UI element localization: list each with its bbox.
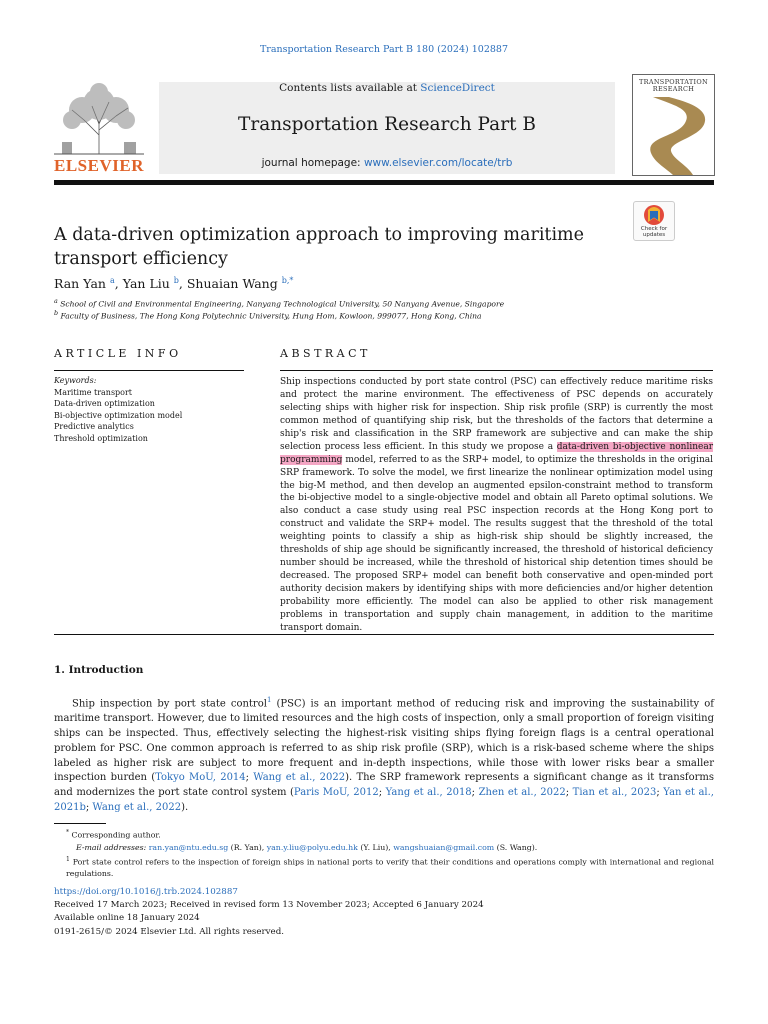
abstract-heading: ABSTRACT: [280, 347, 371, 360]
journal-homepage: [159, 157, 615, 169]
check-updates-label: Check for updates: [640, 226, 668, 238]
citation-link[interactable]: Paris MoU, 2012: [293, 787, 379, 799]
corresponding-author-note: [54, 827, 714, 842]
journal-citation-link[interactable]: Transportation Research Part B 180 (2024) 102887: [259, 44, 509, 55]
elsevier-wordmark: ELSEVIER: [54, 156, 144, 175]
email-link[interactable]: yan.y.liu@polyu.edu.hk: [266, 842, 358, 852]
abstract-text-end: model, referred to as the SRP+ model, to optimize the thresholds in the original SRP framework. To solve the model, we first linearize the nonlinear optimization model using the big-M method, and then develop an augmented epsilon-constraint method to transform the bi-objective model to a single-objective model and obtain all Pareto optimal solutions. We also conduct a case study using real PSC inspection records at the Hong Kong port to construct and validate the SRP+ model. The results suggest that the threshold of the total weighting points to classify a ship as high-risk ship should be slightly increased, the thresholds of ship age should be significantly increased, the threshold of historical deficiency number should be increased, while the threshold of historical ship detention times should be decreased. The proposed SRP+ model can benefit both conservative and open-minded port authority decision makers by identifying ships with more deficiencies and/or higher detention probability more efficiently. The model can also be applied to other risk management problems in transportation and supply chain management, in addition to the maritime transport domain.: [280, 454, 713, 633]
keyword-item: Threshold optimization: [54, 433, 148, 443]
email-owner: (S. Wang).: [494, 842, 538, 852]
abstract-text: [280, 376, 713, 635]
keyword-item: Predictive analytics: [54, 422, 134, 431]
contents-line: [159, 82, 615, 94]
email-owner: (R. Yan),: [228, 842, 267, 852]
homepage-link[interactable]: www.elsevier.com/locate/trb: [363, 157, 513, 169]
keywords-label: Keywords:: [54, 376, 97, 385]
citation-separator: ;: [656, 787, 664, 799]
author-name: Ran Yan: [54, 276, 106, 292]
abstract-text-start: Ship inspections conducted by port state control (PSC) can effectively reduce maritime risks and protect the marine environment. The effectiveness of PSC depends on accurately selecting ships with higher risk for inspection. Ship risk profile (SRP) is currently the most common method of quantifying ship risk, but the thresholds of the factors that determine a ship's risk and classification in the SRP framework are subjective and can make the ship selection process less efficient. In this study we propose a: [280, 377, 713, 452]
citation-link[interactable]: Tian et al., 2023: [572, 787, 657, 799]
author-name: Yan Liu: [122, 276, 170, 292]
intro-text: ).: [181, 801, 189, 813]
affiliation-mark: a: [54, 298, 58, 305]
affiliation-text: School of Civil and Environmental Engineering, Nanyang Technological University, 50 Nanyang Avenue, Singapore: [60, 299, 505, 309]
citation-link[interactable]: Wang et al., 2022: [92, 801, 182, 813]
journal-cover-image: [632, 74, 715, 176]
citation-link[interactable]: Yang et al., 2018: [385, 787, 472, 799]
keyword-item: Bi-objective optimization model: [54, 410, 183, 420]
cover-title-line-2: RESEARCH: [652, 85, 695, 93]
intro-text: ). The SRP framework represents a significant change as it transforms and modernizes the port state control system (: [54, 772, 714, 799]
citation-separator: ;: [245, 772, 254, 784]
author-affiliation-mark[interactable]: a: [109, 276, 115, 285]
footnotes-block: [54, 827, 714, 880]
email-link[interactable]: ran.yan@ntu.edu.sg: [148, 842, 229, 852]
citation-link[interactable]: Zhen et al., 2022: [478, 787, 566, 799]
affiliation-a: [54, 298, 504, 309]
keywords-block: [54, 375, 244, 444]
abstract-bottom-rule: [54, 634, 714, 635]
citation-link[interactable]: Tokyo MoU, 2014: [155, 772, 246, 784]
citation-separator: ;: [471, 787, 479, 799]
homepage-prefix: journal homepage:: [261, 157, 364, 169]
email-link[interactable]: wangshuaian@gmail.com: [393, 842, 495, 852]
affiliation-b: [54, 310, 482, 321]
article-title: A data-driven optimization approach to improving maritime transport efficiency: [54, 225, 584, 269]
available-online: Available online 18 January 2024: [54, 913, 200, 924]
intro-text: Ship inspection by port state control: [72, 698, 267, 710]
footnote-mark: *: [66, 829, 69, 836]
author-affiliation-mark[interactable]: b,*: [281, 276, 294, 285]
publication-info: [54, 886, 484, 939]
received-dates: Received 17 March 2023; Received in revised form 13 November 2023; Accepted 6 January 2024: [54, 900, 484, 911]
introduction-heading: 1. Introduction: [54, 664, 144, 676]
footnote-rule: [54, 823, 106, 824]
citation-link[interactable]: Yan et al., 2021b: [54, 787, 714, 813]
citation-separator: ;: [378, 787, 386, 799]
header-rule: [54, 180, 714, 185]
introduction-paragraph: [54, 693, 714, 816]
email-owner: (Y. Liu),: [357, 842, 394, 852]
email-label: E-mail addresses:: [76, 842, 149, 852]
author-list: Ran Yan $^a$, Yan Liu $^b$, Shuaian Wang $^{b,*}$: [54, 276, 294, 292]
citation-separator: ;: [565, 787, 573, 799]
abstract-highlight: data-driven bi-objective nonlinear programming: [280, 441, 713, 465]
email-addresses: [54, 842, 714, 854]
abstract-rule: [280, 370, 713, 371]
cover-title: [633, 79, 714, 93]
doi-link[interactable]: https://doi.org/10.1016/j.trb.2024.102887: [54, 887, 238, 897]
footnote-1: [54, 854, 714, 881]
check-for-updates-button[interactable]: [633, 201, 675, 241]
copyright: 0191-2615/© 2024 Elsevier Ltd. All rights reserved.: [54, 926, 285, 937]
citation-link[interactable]: Wang et al., 2022: [253, 772, 346, 784]
intro-text: (PSC) is an important method of reducing risk and improving the sustainability of maritime transport. However, due to limited resources and the high costs of inspection, only a small proportion of foreign visiting ships can be inspected. Thus, effectively selecting the highest-risk visiting ships flying foreign flags is a central operational problem for PSC. One common approach is referred to as ship risk profile (SRP), which is a risk-based scheme where the ships labeled as higher risk are subject to more frequent and in-depth inspections, while those with lower risks bear a smaller inspection burden (: [54, 698, 714, 784]
article-info-rule: [54, 370, 244, 371]
cover-title-line-1: TRANSPORTATION: [639, 78, 708, 86]
footnote-text: Port state control refers to the inspection of foreign ships in national ports to verify that their conditions and operations comply with international and regional regulations.: [66, 857, 714, 879]
cover-road-graphic: [633, 97, 714, 175]
citation-separator: ;: [85, 801, 93, 813]
author-name: Shuaian Wang: [186, 276, 278, 292]
journal-title: Transportation Research Part B: [238, 114, 536, 135]
keyword-item: Maritime transport: [54, 387, 133, 397]
article-info-heading: ARTICLE INFO: [54, 347, 182, 360]
keyword-item: Data-driven optimization: [54, 399, 155, 408]
sciencedirect-link[interactable]: ScienceDirect: [420, 82, 495, 94]
contents-prefix: Contents lists available at: [279, 82, 421, 94]
corresponding-label: Corresponding author.: [71, 830, 161, 840]
footnote-mark: 1: [66, 855, 70, 863]
affiliation-text: Faculty of Business, The Hong Kong Polytechnic University, Hung Hom, Kowloon, 999077, Hong Kong, China: [60, 311, 482, 321]
affiliation-mark: b: [54, 310, 59, 317]
footnote-1-link[interactable]: 1: [266, 696, 272, 704]
author-affiliation-mark[interactable]: b: [173, 276, 179, 285]
